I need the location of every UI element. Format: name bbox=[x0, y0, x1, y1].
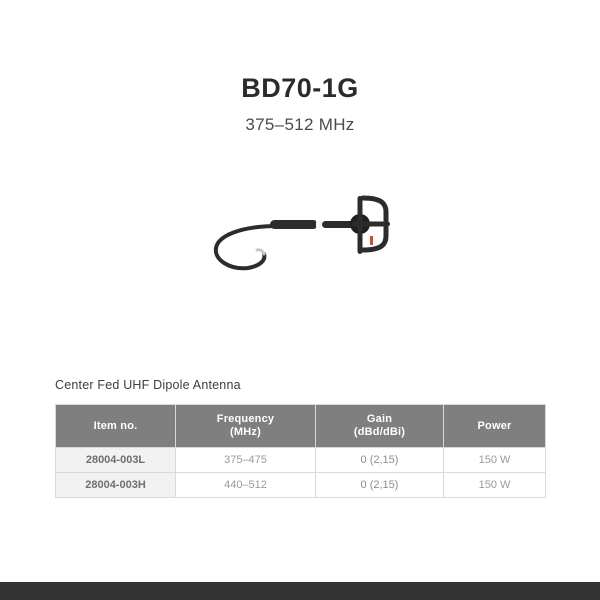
cell-frequency: 440–512 bbox=[176, 473, 316, 498]
page-subtitle: 375–512 MHz bbox=[245, 115, 355, 135]
table-header-row bbox=[56, 405, 546, 448]
image-caption: Center Fed UHF Dipole Antenna bbox=[55, 378, 241, 393]
spec-table-container bbox=[0, 404, 600, 498]
product-image-area bbox=[0, 173, 600, 303]
column-header-gain-unit: (dBd/dBi) bbox=[353, 426, 406, 439]
column-header-frequency bbox=[176, 405, 316, 448]
column-header-power bbox=[444, 405, 546, 448]
spec-table bbox=[55, 404, 546, 498]
table-row bbox=[56, 473, 546, 498]
table-row bbox=[56, 448, 546, 473]
column-header-item-no bbox=[56, 405, 176, 448]
column-header-power-label: Power bbox=[477, 419, 512, 432]
cell-item-no: 28004-003L bbox=[56, 448, 176, 473]
product-header bbox=[0, 0, 600, 135]
cell-power: 150 W bbox=[444, 473, 546, 498]
column-header-gain-label: Gain bbox=[366, 412, 393, 425]
column-header-frequency-label: Frequency bbox=[216, 412, 275, 425]
column-header-gain bbox=[316, 405, 444, 448]
page-title: BD70-1G bbox=[241, 73, 359, 103]
footer-bar bbox=[0, 582, 600, 600]
antenna-illustration-icon bbox=[200, 178, 400, 298]
cell-frequency: 375–475 bbox=[176, 448, 316, 473]
cell-gain: 0 (2,15) bbox=[316, 473, 444, 498]
spec-table-header bbox=[56, 405, 546, 448]
spec-table-body bbox=[56, 448, 546, 498]
column-header-frequency-unit: (MHz) bbox=[230, 426, 261, 439]
cell-item-no: 28004-003H bbox=[56, 473, 176, 498]
cell-power: 150 W bbox=[444, 448, 546, 473]
cell-gain: 0 (2,15) bbox=[316, 448, 444, 473]
uhf-dipole-antenna-photo bbox=[200, 178, 400, 298]
column-header-item-no-label: Item no. bbox=[93, 419, 138, 432]
